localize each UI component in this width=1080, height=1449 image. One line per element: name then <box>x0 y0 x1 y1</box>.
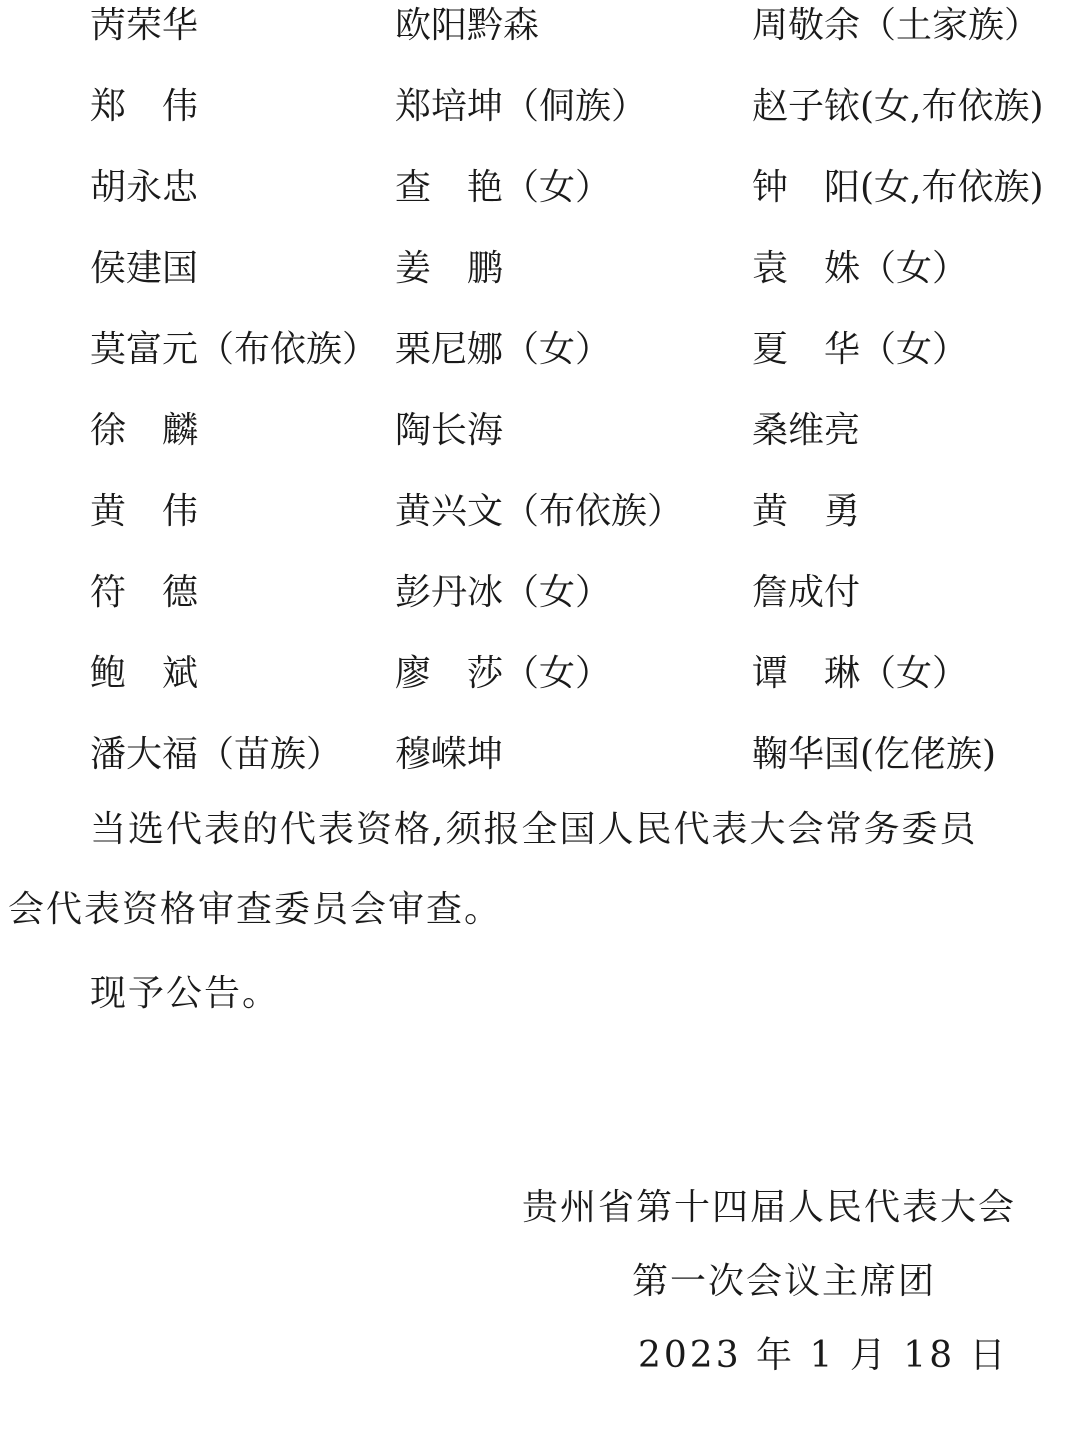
name-row <box>90 326 1070 407</box>
delegate-name: 彭丹冰（女） <box>395 572 612 613</box>
name-row <box>90 731 1070 812</box>
delegate-name: 廖 莎（女） <box>395 653 612 694</box>
delegate-name: 欧阳黔森 <box>395 5 540 46</box>
name-row <box>90 650 1070 731</box>
delegate-name: 赵子铱(女,布依族) <box>752 86 1044 127</box>
delegate-name: 钟 阳(女,布依族) <box>752 167 1044 208</box>
delegate-name: 黄 勇 <box>752 491 861 532</box>
delegate-name: 郑 伟 <box>90 86 199 127</box>
name-row <box>90 245 1070 326</box>
delegate-name: 苪荣华 <box>90 5 199 46</box>
delegate-name: 袁 姝（女） <box>752 248 969 289</box>
delegate-name: 查 艳（女） <box>395 167 612 208</box>
delegate-name: 黄 伟 <box>90 491 199 532</box>
issuer-name-line-1: 贵州省第十四届人民代表大会 <box>522 1187 1017 1228</box>
name-row <box>90 2 1070 83</box>
name-row <box>90 407 1070 488</box>
delegate-name: 郑培坤（侗族） <box>395 86 648 127</box>
delegate-name: 栗尼娜（女） <box>395 329 612 370</box>
delegate-name: 姜 鹏 <box>395 248 504 289</box>
delegate-name: 侯建国 <box>90 248 199 289</box>
delegate-name: 莫富元（布依族） <box>90 329 379 370</box>
delegate-name: 詹成付 <box>752 572 861 613</box>
delegate-name: 徐 麟 <box>90 410 199 451</box>
delegate-name: 黄兴文（布依族） <box>395 491 684 532</box>
name-row <box>90 164 1070 245</box>
delegate-name-list <box>90 2 1070 812</box>
name-row <box>90 83 1070 164</box>
delegate-name: 潘大福（苗族） <box>90 734 343 775</box>
qualification-paragraph-line-1: 当选代表的代表资格,须报全国人民代表大会常务委员 <box>90 809 978 850</box>
delegate-name: 陶长海 <box>395 410 504 451</box>
delegate-name: 符 德 <box>90 572 199 613</box>
announcement-closing: 现予公告。 <box>90 973 281 1014</box>
delegate-name: 鞠华国(仡佬族) <box>752 734 997 775</box>
delegate-name: 谭 琳（女） <box>752 653 969 694</box>
delegate-name: 夏 华（女） <box>752 329 969 370</box>
delegate-name: 穆嵘坤 <box>395 734 504 775</box>
delegate-name: 周敬余（土家族） <box>752 5 1041 46</box>
delegate-name: 鲍 斌 <box>90 653 199 694</box>
issue-date: 2023 年 1 月 18 日 <box>638 1335 1009 1376</box>
name-row <box>90 569 1070 650</box>
delegate-name: 胡永忠 <box>90 167 199 208</box>
delegate-name: 桑维亮 <box>752 410 861 451</box>
name-row <box>90 488 1070 569</box>
issuer-name-line-2: 第一次会议主席团 <box>632 1261 937 1302</box>
qualification-paragraph-line-2: 会代表资格审查委员会审查。 <box>8 889 503 930</box>
